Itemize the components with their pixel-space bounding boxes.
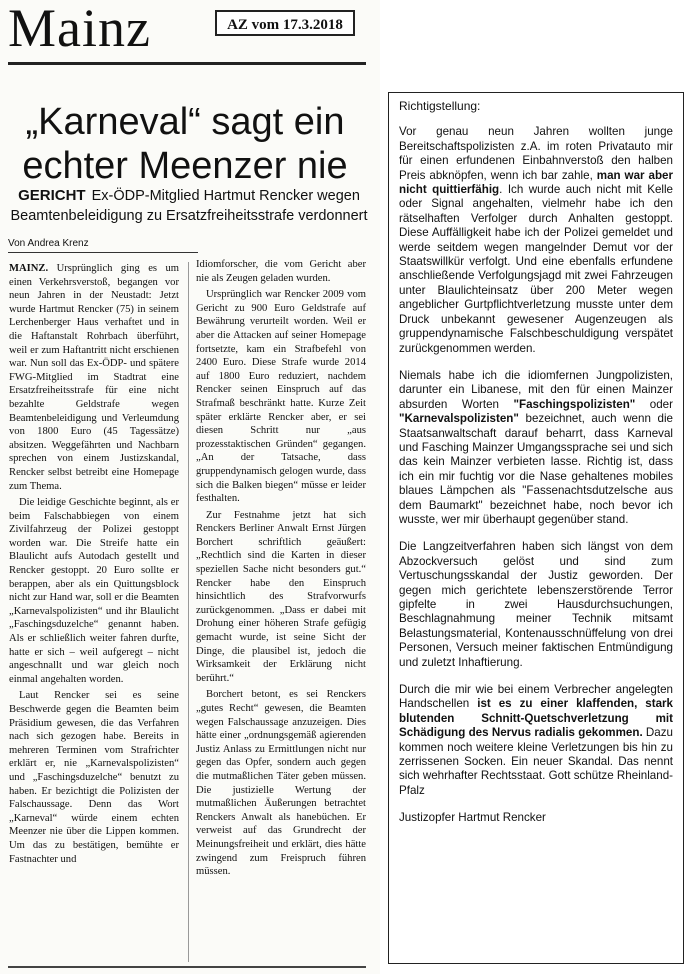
notice-paragraph-2: Niemals habe ich die idiomfernen Jungpolizisten, darunter ein Libanese, mit den für einen Mainzer absurden Worten "Faschingspolizisten" oder "Karnevalspolizisten" bezeichnet, auch wenn die Staatsanwaltschaft darauf beharrt, dass Karneval und Fasching Mainzer Umgangssprache sei und sich das kein Mainzer verbieten lasse. Richtig ist, dass ich ein mir fuchtig vor die Nase gehaltenes mobiles blaues Lämpchen als "Fassenachtsdutzelsche aus dem Baumarkt" bezeichnet habe, noch bevor ich wusste, wer mir überhaupt gegenüber stand.	[399, 368, 673, 526]
article-paragraph: MAINZ. Ursprünglich ging es um einen Verkehrsverstoß, begangen vor neun Jahren in der Neustadt: Jetzt wurde Hartmut Rencker (75) in seinem Lerchenberger Haus verhaftet und in die Haftanstalt Rohrbach überführt, weil er zum Haftantritt nicht erschienen war. Nun soll das Ex-ÖDP- und spätere FWG-Mitglied im Stadtrat eine Ersatzfreiheitsstrafe für eine nicht bezahlte Geldstrafe wegen Beamtenbeleidigung und Verleumdung von 1800 Euro (45 Tagessätze) absitzen. Weggefährten und Nachbarn sprechen von einem Justizskandal, Rencker selbst betreibt eine Homepage zum Thema.	[9, 263, 179, 492]
dateline: MAINZ.	[9, 263, 49, 274]
article-column-1	[9, 262, 179, 869]
article-paragraph: Die leidige Geschichte beginnt, als er beim Falschabbiegen von einem Zivilfahrzeug der Polizei gestoppt worden war. Die Streife hatte ein Blaulicht aufs Autodach gestellt und Rencker gestoppt. 20 Euro sollte er berappen, aber als ein Quittungsblock nicht zur Hand war, soll er die Beamten „Karnevalspolizisten“ und ihr Blaulicht „Faschingsduzelche“ genannt haben. Als er schließlich weiter fahren durfte, hatte er sich – weil aufgeregt – nicht angeschnallt und war gleich noch einmal angehalten worden.	[9, 497, 179, 685]
masthead: Mainz	[8, 0, 151, 58]
subhead	[8, 186, 370, 226]
article-paragraph: Laut Rencker sei es seine Beschwerde gegen die Beamten beim Präsidium gewesen, die das Verfahren nach sich gezogen habe. Bereits in mehreren Terminen vom Strafrichter erklärt er, nie „Karnevalspolizisten“ und „Faschingsduzelche“ benutzt zu haben. Er bezichtigt die Polizisten der Falschaussage. Denn das Wort „Karneval“ würde einem echten Meenzer nie über die Lippen kommen. Um das zu bestätigen, bemühte er Fastnachter und	[9, 690, 179, 865]
byline: Von Andrea Krenz	[8, 238, 198, 253]
article-paragraph: Ursprünglich war Rencker 2009 vom Gericht zu 900 Euro Geldstrafe auf Bewährung verurteilt worden. Weil er aber die Attacken auf seiner Homepage fortsetzte, kam ein Strafbefehl von 2400 Euro. Diese Strafe wurde 2014 auf 1800 Euro reduziert, nachdem Rencker seinen Einspruch auf das Strafmaß beschränkt hatte. Kurze Zeit später erklärte Rencker aber, er sei diesen Schritt nur „aus prozesstaktischen Gründen“ gegangen. „An der Tatsache, dass gruppendynamisch gelogen wurde, dass sich die Balken biegen“ müsse er leider festhalten.	[196, 289, 366, 505]
notice-paragraph-3: Die Langzeitverfahren haben sich längst von dem Abzockversuch gelöst und sind zum Vertuschungsskandal der Justiz geworden. Der gegen mich gerichtete lebenszerstörende Terror gipfelte in zwei Hausdurchsuchungen, Beschlagnahmung meiner Technik mitsamt Belastungsmaterial, Kontenausschnüffelung von drei Personen, Versuch meiner faktischen Entmündigung und zuletzt Inhaftierung.	[399, 540, 673, 669]
subhead-text: Ex-ÖDP-Mitglied Hartmut Rencker wegen Beamtenbeleidigung zu Ersatzfreiheitsstrafe verdonnert	[10, 188, 368, 224]
headline-line-2: echter Meenzer nie	[22, 145, 348, 187]
article-paragraph: Zur Festnahme jetzt hat sich Renckers Berliner Anwalt Ernst Jürgen Borchert schriftlich geäußert: „Rechtlich sind die Karten in dieser speziellen Sache nicht besonders gut.“ Rencker habe den Einspruch hinsichtlich des Strafvorwurfs zurückgenommen. „Dass er dabei mit Drohung einer höheren Strafe gefügig gemacht wurde, ist seine Sicht der Dinge, die plausibel ist, jedoch die Wirksamkeit der Erklärung nicht berührt.“	[196, 509, 366, 684]
masthead-rule	[8, 62, 366, 65]
notice-paragraph-4: Durch die mir wie bei einem Verbrecher angelegten Handschellen ist es zu einer klaffenden, stark blutenden Schnitt-Quetschverletzung mit Schädigung des Nervus radialis gekommen. Dazu kommen noch weitere kleine Verletzungen bis hin zu zerrissenen Socken. Ein neuer Skandal. Das nennt sich wehrhafter Rechtsstaat. Gott schütze Rheinland-Pfalz	[399, 683, 673, 797]
notice-signature: Justizopfer Hartmut Rencker	[399, 811, 546, 825]
notice-paragraph-1: Vor genau neun Jahren wollten junge Bereitschaftspolizisten z.A. im roten Privatauto mir für einen erfundenen Einbahnverstoß den halben Preis abknöpfen, wenn ich bar zahle, man war aber nicht quittierfähig. Ich wurde auch nicht mit Kelle oder Signal angehalten, vielmehr habe ich den rätselhaften Verfolger durch Anhalten gestoppt. Diese Auffälligkeit habe ich der Polizei gemeldet und werde seitdem wegen mangelnder Demut vor der Staatswillkür verfolgt. Und eine ebenfalls erfundene anschließende Verfolgungsjagd mit zwei Fahrzeugen unter Blaulichteinsatz über 200 Meter wegen angeblicher Gurtpflichtverletzung musste unter dem Druck unbekannt gewesener Augenzeugen als gruppendynamische Falschbeschuldigung verspätet zurückgenommen werden.	[399, 125, 673, 355]
subhead-kicker: GERICHT	[18, 187, 86, 204]
article-paragraph: Borchert betont, es sei Renckers „gutes Recht“ gewesen, die Beamten wegen Falschaussage anzuzeigen. Dies hätte einer „ordnungsgemäß agierenden Justiz Anlass zu Ermittlungen nicht nur gegen das Opfer, sondern auch gegen die mutmaßlichen Täter geben müssen. Die justizielle Wertung der mutmaßlichen Äußerungen betrachtet Renckers Anwalt als hanebüchen. Er verweist auf das Grundrecht der Meinungsfreiheit und erklärt, dies hätte zwingend zum Freispruch führen müssen.	[196, 689, 366, 878]
notice-title: Richtigstellung:	[399, 99, 481, 113]
article-paragraph: Idiomforscher, die vom Gericht aber nie als Zeugen geladen wurden.	[196, 259, 366, 284]
source-date-box: AZ vom 17.3.2018	[215, 10, 355, 36]
correction-notice	[388, 92, 684, 964]
headline-line-1: „Karneval“ sagt ein	[25, 101, 345, 143]
article-column-2	[196, 258, 366, 882]
bottom-rule	[8, 966, 366, 968]
column-divider	[188, 262, 189, 962]
headline	[0, 100, 370, 188]
